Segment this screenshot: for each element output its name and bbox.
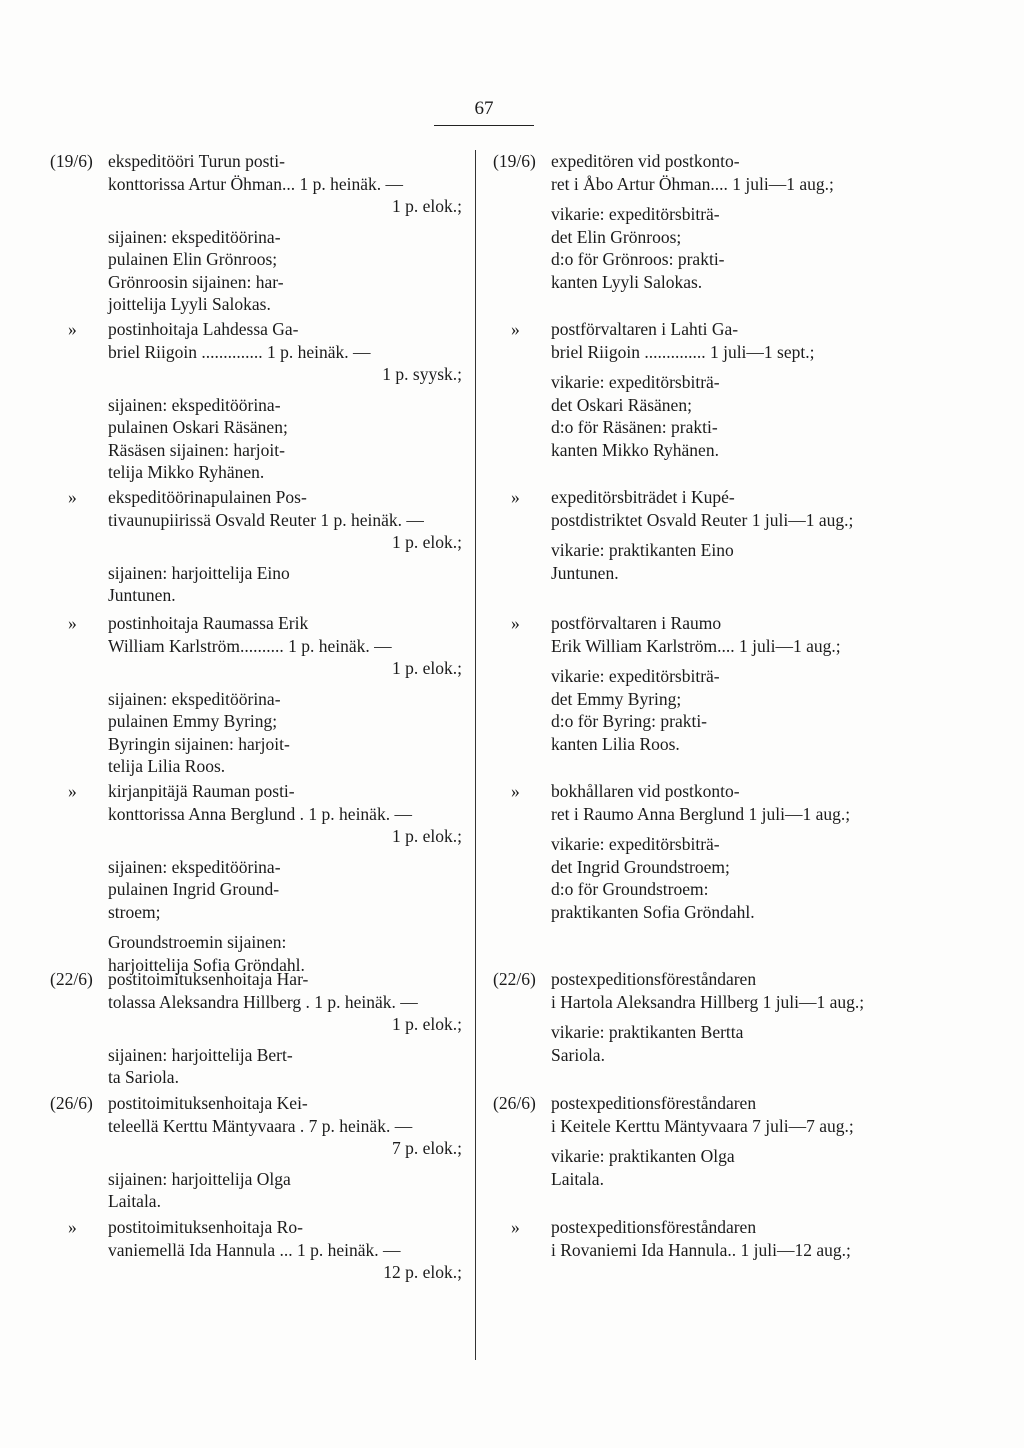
entry-text (108, 150, 468, 316)
entry-line: d:o för Byring: prakti- (551, 711, 708, 731)
entry-date: (22/6) (50, 969, 93, 989)
entry-text (108, 318, 468, 484)
entry-line: postitoimituksenhoitaja Kei- (108, 1093, 308, 1113)
entry-line: praktikanten Sofia Gröndahl. (551, 901, 755, 922)
entry-line: postdistriktet Osvald Reuter 1 juli—1 aug.; (551, 509, 854, 530)
ditto-mark: » (511, 487, 520, 507)
entry-line: kanten Mikko Ryhänen. (551, 439, 719, 460)
entry-line: postitoimituksenhoitaja Har- (108, 969, 309, 989)
entry-line: ta Sariola. (108, 1067, 179, 1087)
entry-line: tolassa Aleksandra Hillberg . 1 p. heinäk. — (108, 991, 418, 1012)
entry-line: telija Lilia Roos. (108, 756, 226, 776)
entry-line: vikarie: expeditörsbiträ- (551, 372, 720, 392)
page-number: 67 (434, 98, 534, 126)
entry-line: 1 p. elok.; (392, 826, 462, 846)
entry-line: 1 p. elok.; (392, 658, 462, 678)
entry-line: briel Riigoin .............. 1 p. heinäk. — (108, 341, 371, 362)
entry-line: Laitala. (108, 1191, 161, 1211)
entry-text (551, 1092, 911, 1190)
entry-text (108, 1092, 468, 1213)
ditto-mark: » (511, 781, 520, 801)
entry-line: sijainen: ekspeditöörina- (108, 226, 281, 247)
entry-line: pulainen Ingrid Ground- (108, 879, 280, 899)
entry-line: sijainen: ekspeditöörina- (108, 688, 281, 709)
entry-line: pulainen Oskari Räsänen; (108, 417, 288, 437)
entry-line: vikarie: expeditörsbiträ- (551, 666, 720, 686)
entry-line: kanten Lilia Roos. (551, 733, 680, 754)
ditto-mark: » (68, 781, 77, 801)
entry-line: postinhoitaja Raumassa Erik (108, 613, 309, 633)
entry-line: expeditören vid postkonto- (551, 151, 740, 171)
entry-text (108, 968, 468, 1089)
entry-line: stroem; (108, 901, 161, 922)
entry-line: det Elin Grönroos; (551, 226, 682, 247)
entry-line: postexpeditionsföreståndaren (551, 1217, 757, 1237)
entry-line: Juntunen. (551, 562, 619, 583)
entry-line: d:o för Groundstroem: (551, 879, 709, 899)
entry-line: konttorissa Anna Berglund . 1 p. heinäk. — (108, 803, 412, 824)
entry-text (551, 1216, 911, 1261)
entry-text (108, 612, 468, 778)
entry-line: Byringin sijainen: harjoit- (108, 733, 290, 754)
entry-line: det Oskari Räsänen; (551, 394, 692, 415)
entry-line: i Keitele Kerttu Mäntyvaara 7 juli—7 aug.; (551, 1115, 854, 1136)
entry-line: Juntunen. (108, 585, 176, 605)
entry-text (551, 612, 911, 755)
entry-line: ekspeditöörinapulainen Pos- (108, 487, 307, 507)
entry-line: telija Mikko Ryhänen. (108, 462, 265, 482)
entry-line: 1 p. syysk.; (382, 364, 462, 384)
entry-line: joittelija Lyyli Salokas. (108, 294, 271, 314)
entry-line: vikarie: praktikanten Eino (551, 540, 734, 560)
entry-line: kirjanpitäjä Rauman posti- (108, 781, 295, 801)
entry-line: det Ingrid Groundstroem; (551, 856, 730, 877)
entry-line: 1 p. elok.; (392, 532, 462, 552)
entry-line: postitoimituksenhoitaja Ro- (108, 1217, 303, 1237)
entry-date: (22/6) (493, 969, 536, 989)
entry-line: teleellä Kerttu Mäntyvaara . 7 p. heinäk. — (108, 1115, 413, 1136)
entry-line: ekspeditööri Turun posti- (108, 151, 285, 171)
entry-line: sijainen: harjoittelija Eino (108, 562, 290, 583)
entry-line: postförvaltaren i Lahti Ga- (551, 319, 739, 339)
entry-text (108, 486, 468, 607)
entry-line: vikarie: expeditörsbiträ- (551, 834, 720, 854)
entry-line: d:o för Räsänen: prakti- (551, 417, 718, 437)
entry-line: i Hartola Aleksandra Hillberg 1 juli—1 aug.; (551, 991, 865, 1012)
entry-line: sijainen: ekspeditöörina- (108, 394, 281, 415)
entry-date: (26/6) (493, 1093, 536, 1113)
entry-line: kanten Lyyli Salokas. (551, 271, 703, 292)
entry-line: 1 p. elok.; (392, 1014, 462, 1034)
entry-date: (26/6) (50, 1093, 93, 1113)
entry-line: Erik William Karlström.... 1 juli—1 aug.; (551, 635, 841, 656)
entry-line: ret i Åbo Artur Öhman.... 1 juli—1 aug.; (551, 173, 834, 194)
entry-line: pulainen Elin Grönroos; (108, 249, 278, 269)
entry-line: briel Riigoin .............. 1 juli—1 sept.; (551, 341, 815, 362)
entry-line: expeditörsbiträdet i Kupé- (551, 487, 735, 507)
entry-line: konttorissa Artur Öhman... 1 p. heinäk. — (108, 173, 404, 194)
ditto-mark: » (68, 319, 77, 339)
entry-date: (19/6) (50, 151, 93, 171)
entry-text (551, 486, 911, 584)
ditto-mark: » (511, 1217, 520, 1237)
entry-line: postförvaltaren i Raumo (551, 613, 722, 633)
entry-line: i Rovaniemi Ida Hannula.. 1 juli—12 aug.; (551, 1239, 851, 1260)
entry-date: (19/6) (493, 151, 536, 171)
entry-text (108, 1216, 468, 1284)
entry-line: postexpeditionsföreståndaren (551, 969, 757, 989)
entry-line: 12 p. elok.; (383, 1262, 462, 1282)
entry-line: 1 p. elok.; (392, 196, 462, 216)
ditto-mark: » (68, 613, 77, 633)
entry-line: sijainen: ekspeditöörina- (108, 856, 281, 877)
entry-line: vikarie: praktikanten Bertta (551, 1022, 744, 1042)
entry-line: harjoittelija Sofia Gröndahl. (108, 954, 305, 975)
entry-line: postinhoitaja Lahdessa Ga- (108, 319, 299, 339)
entry-line: Grönroosin sijainen: har- (108, 271, 284, 292)
entry-line: vikarie: praktikanten Olga (551, 1146, 735, 1166)
entry-line: det Emmy Byring; (551, 688, 682, 709)
entry-line: d:o för Grönroos: prakti- (551, 249, 725, 269)
entry-text (108, 780, 468, 976)
entry-line: pulainen Emmy Byring; (108, 711, 278, 731)
entry-line: Groundstroemin sijainen: (108, 932, 287, 952)
ditto-mark: » (511, 319, 520, 339)
entry-line: William Karlström.......... 1 p. heinäk. — (108, 635, 392, 656)
entry-line: Räsäsen sijainen: harjoit- (108, 439, 285, 460)
entry-line: vaniemellä Ida Hannula ... 1 p. heinäk. — (108, 1239, 401, 1260)
entry-text (551, 968, 911, 1066)
entry-line: sijainen: harjoittelija Olga (108, 1168, 291, 1189)
ditto-mark: » (68, 1217, 77, 1237)
entry-line: postexpeditionsföreståndaren (551, 1093, 757, 1113)
entry-text (551, 318, 911, 461)
entry-line: 7 p. elok.; (392, 1138, 462, 1158)
entry-line: ret i Raumo Anna Berglund 1 juli—1 aug.; (551, 803, 851, 824)
ditto-mark: » (68, 487, 77, 507)
entry-line: Sariola. (551, 1044, 605, 1065)
entry-line: Laitala. (551, 1168, 604, 1189)
entry-line: sijainen: harjoittelija Bert- (108, 1044, 293, 1065)
ditto-mark: » (511, 613, 520, 633)
column-divider (475, 150, 476, 1360)
entry-text (551, 150, 911, 293)
entry-line: tivaunupiirissä Osvald Reuter 1 p. heinäk. — (108, 509, 424, 530)
entry-text (551, 780, 911, 923)
entry-line: bokhållaren vid postkonto- (551, 781, 740, 801)
entry-line: vikarie: expeditörsbiträ- (551, 204, 720, 224)
